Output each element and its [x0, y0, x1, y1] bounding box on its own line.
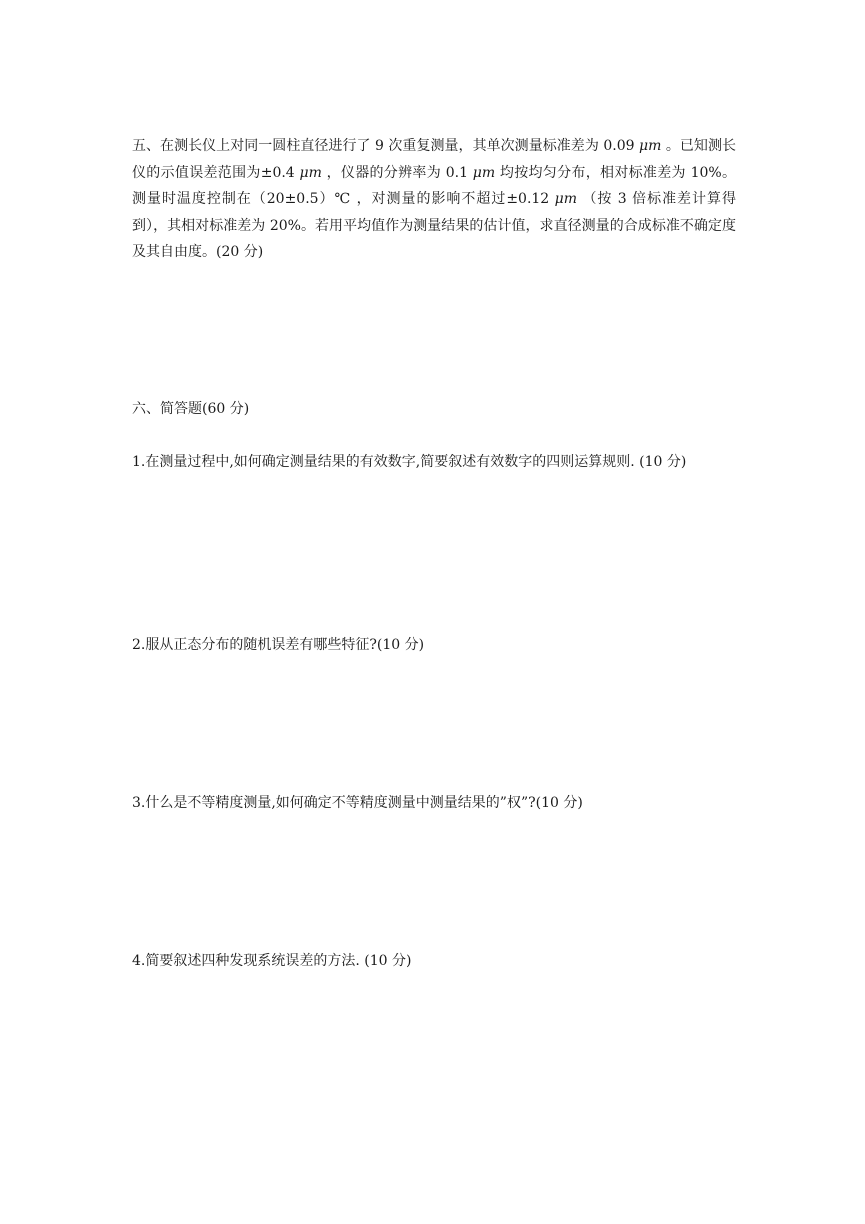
section-6-heading: 六、简答题(60 分) [132, 401, 250, 417]
question-4: 4.简要叙述四种发现系统误差的方法. (10 分) [132, 953, 412, 969]
question-1: 1.在测量过程中,如何确定测量结果的有效数字,简要叙述有效数字的四则运算规则. (10 分) [132, 454, 687, 470]
problem-5-part4: 均按均匀分布，相对标准差为 10%。测量时温度控制在（20±0.5）℃ ，对测量的影响不超过±0.12 [132, 164, 736, 207]
problem-5-text [132, 133, 736, 266]
question-3: 3.什么是不等精度测量,如何确定不等精度测量中测量结果的”权”?(10 分) [132, 795, 583, 811]
problem-5-part3: ，仪器的分辨率为 0.1 [321, 164, 473, 181]
problem-5-part5: （按 3 倍标准差计算得到），其相对标准差为 20%。若用平均值作为测量结果的估计值，求直径测量的合成标准不确定度及其自由度。(20 分) [132, 191, 736, 260]
question-2: 2.服从正态分布的随机误差有哪些特征?(10 分) [132, 637, 425, 653]
micrometer-unit: μm [299, 164, 322, 181]
micrometer-unit: μm [472, 164, 496, 181]
micrometer-unit: μm [554, 191, 578, 207]
problem-5-part1: 五、在测长仪上对同一圆柱直径进行了 9 次重复测量，其单次测量标准差为 0.09 [132, 138, 640, 154]
micrometer-unit: μm [639, 138, 662, 154]
problem-5-part2: 。已知测长仪的示值误差范围为±0.4 [132, 138, 736, 181]
